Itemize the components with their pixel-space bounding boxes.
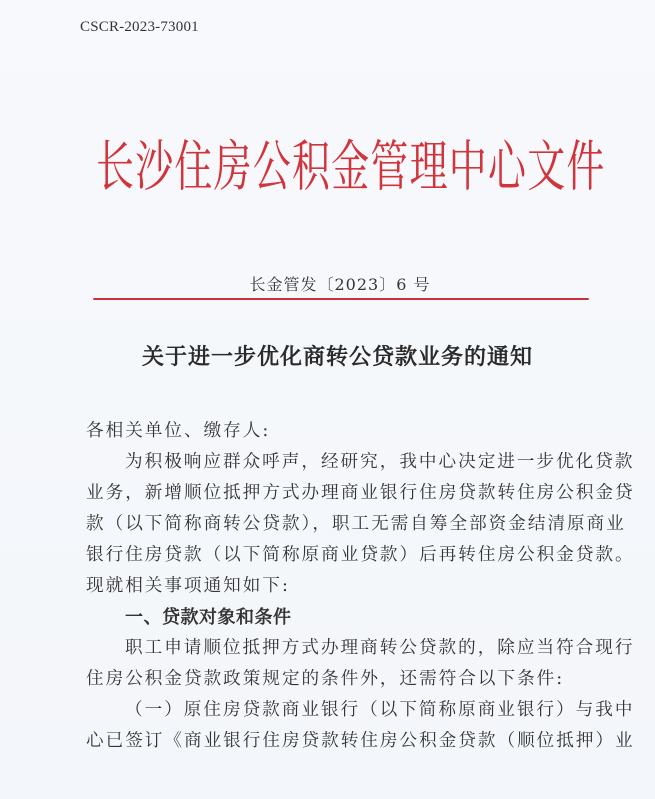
list-item-line: 心已签订《商业银行住房贷款转住房公积金贷款（顺位抵押）业 bbox=[86, 731, 635, 751]
document-code: CSCR-2023-73001 bbox=[80, 19, 199, 35]
paragraph-line: 银行住房贷款（以下简称原商业贷款）后再转住房公积金贷款。 bbox=[86, 545, 635, 565]
notice-title: 关于进一步优化商转公贷款业务的通知 bbox=[141, 344, 533, 370]
organization-title: 长沙住房公积金管理中心文件 bbox=[96, 134, 606, 199]
paragraph-line: 款（以下简称商转公贷款），职工无需自筹全部资金结清原商业 bbox=[86, 514, 626, 534]
document-number: 长金管发〔2023〕6 号 bbox=[249, 275, 431, 294]
document-body bbox=[86, 416, 635, 757]
paragraph-line: 职工申请顺位抵押方式办理商转公贷款的，除应当符合现行 bbox=[125, 638, 635, 658]
paragraph-line: 为积极响应群众呼声，经研究，我中心决定进一步优化贷款 bbox=[125, 452, 635, 472]
list-item-line: （一）原住房贷款商业银行（以下简称原商业银行）与我中 bbox=[125, 700, 635, 720]
paragraph-line: 业务，新增顺位抵押方式办理商业银行住房贷款转住房公积金贷 bbox=[86, 483, 635, 503]
section-heading: 一、贷款对象和条件 bbox=[125, 607, 292, 628]
paragraph-line: 住房公积金贷款政策规定的条件外，还需符合以下条件: bbox=[86, 669, 565, 689]
salutation: 各相关单位、缴存人: bbox=[86, 421, 271, 441]
paragraph-line: 现就相关事项通知如下: bbox=[86, 576, 290, 596]
red-divider-line bbox=[93, 298, 589, 300]
